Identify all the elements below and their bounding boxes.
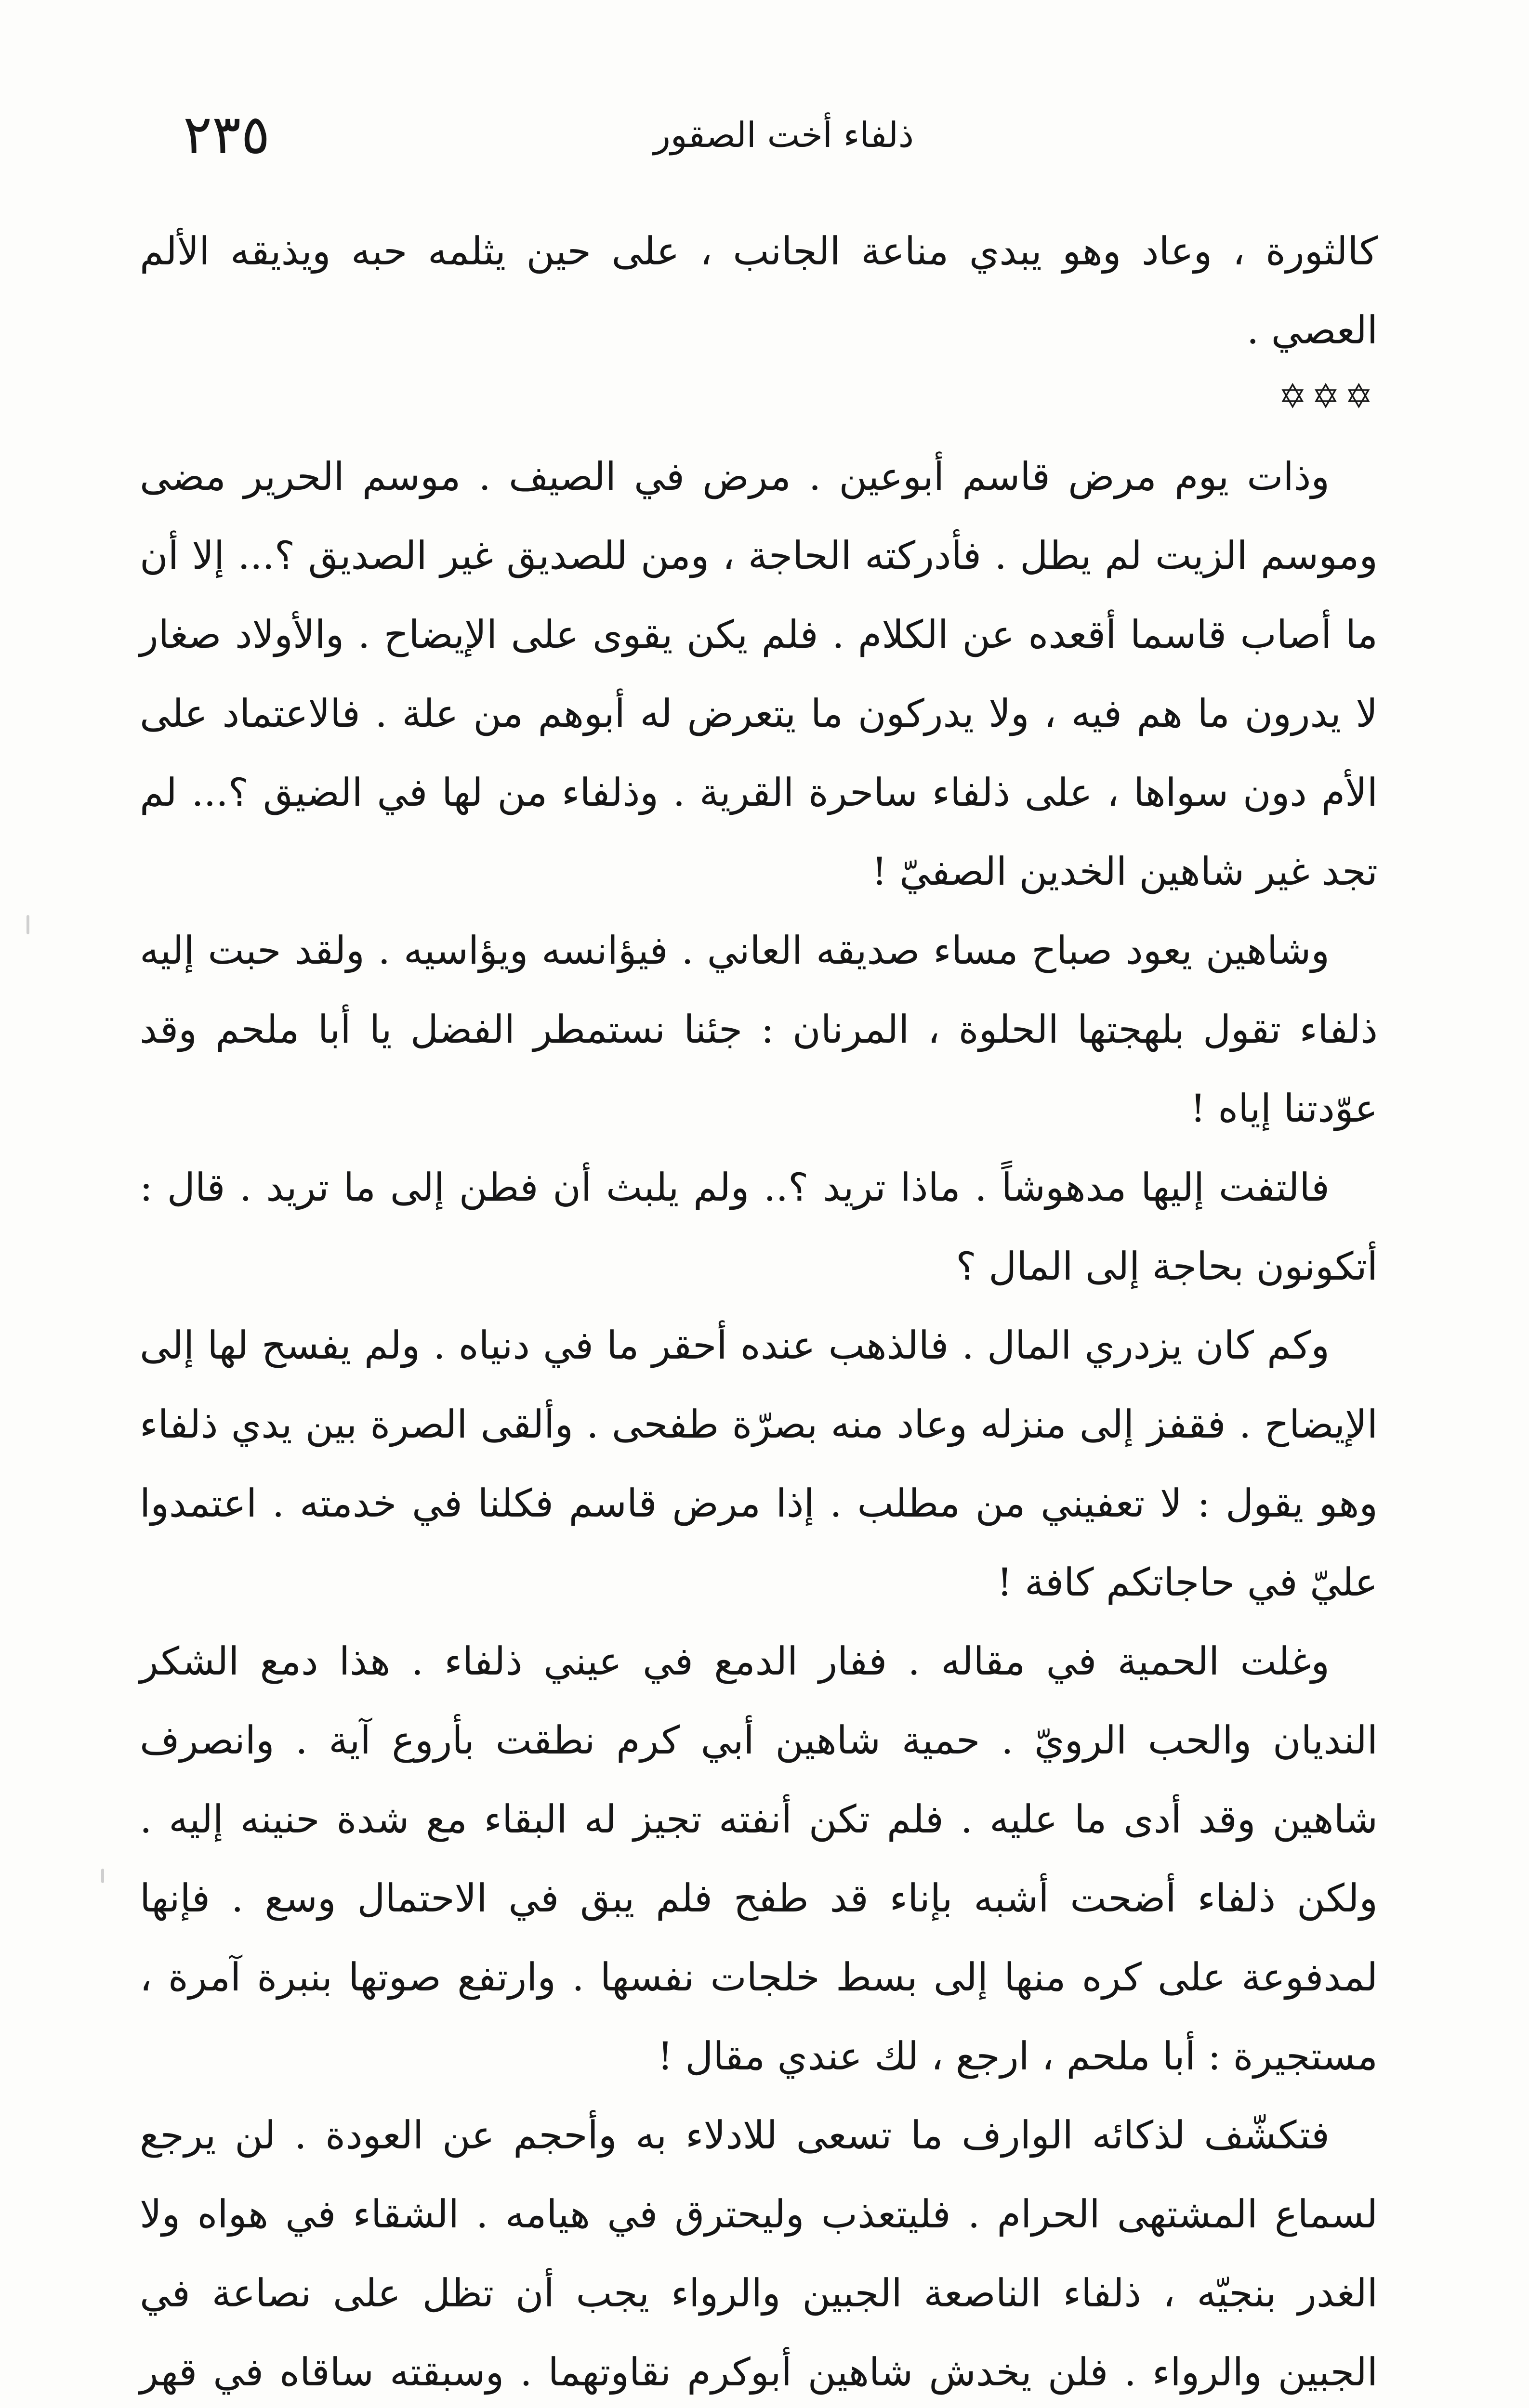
paragraph: فتكشّف لذكائه الوارف ما تسعى للادلاء به وأحجم عن العودة . لن يرجع لسماع المشتهى الحرام . فليتعذب وليحترق في هيامه . الشقاء في هواه ولا الغدر بنجيّه ، ذلفاء الناصعة الجبين والرواء يجب أن تظل على نصاعة في الجبين والرواء . فلن يخدش شاهين أبوكرم نقاوتهما . وسبقته ساقاه في قهر bbox=[140, 2113, 1378, 2395]
paragraph: فالتفت إليها مدهوشاً . ماذا تريد ؟.. ولم يلبث أن فطن إلى ما تريد . قال : أتكونون بحاجة إلى المال ؟ bbox=[140, 1165, 1378, 1289]
page-number: ٢٣٥ bbox=[183, 104, 270, 166]
paragraph: وذات يوم مرض قاسم أبوعين . مرض في الصيف . موسم الحرير مضى وموسم الزيت لم يطل . فأدركته الحاجة ، ومن للصديق غير الصديق ؟... إلا أن ما أصاب قاسما أقعده عن الكلام . فلم يكن يقوى على الإيضاح . والأولاد صغار لا يدرون ما هم فيه ، ولا يدركون ما يتعرض له أبوهم من علة . فالاعتماد على الأم دون سواها ، على ذلفاء ساحرة القرية . وذلفاء من لها في الضيق ؟... لم تجد غير شاهين الخدين الصفيّ ! bbox=[140, 454, 1378, 894]
section-separator-stars: ✡✡✡ bbox=[1279, 377, 1378, 416]
running-title: ذلفاء أخت الصقور bbox=[654, 115, 914, 155]
paragraph: وكم كان يزدري المال . فالذهب عنده أحقر ما في دنياه . ولم يفسح لها إلى الإيضاح . فقفز إلى منزله وعاد منه بصرّة طفحى . وألقى الصرة بين يدي ذلفاء وهو يقول : لا تعفيني من مطلب . إذا مرض قاسم فكلنا في خدمته . اعتمدوا عليّ في حاجاتكم كافة ! bbox=[140, 1323, 1378, 1605]
body-text bbox=[140, 212, 1378, 2408]
scan-speck bbox=[101, 1869, 104, 1883]
paragraph: وشاهين يعود صباح مساء صديقه العاني . فيؤانسه ويؤاسيه . ولقد حبت إليه ذلفاء تقول بلهجتها الحلوة ، المرنان : جئنا نستمطر الفضل يا أبا ملحم وقد عوّدتنا إياه ! bbox=[140, 928, 1378, 1131]
scan-speck bbox=[26, 915, 29, 934]
paragraph: وغلت الحمية في مقاله . ففار الدمع في عيني ذلفاء . هذا دمع الشكر النديان والحب الرويّ . حمية شاهين أبي كرم نطقت بأروع آية . وانصرف شاهين وقد أدى ما عليه . فلم تكن أنفته تجيز له البقاء مع شدة حنينه إليه . ولكن ذلفاء أضحت أشبه بإناء قد طفح فلم يبق في الاحتمال وسع . فإنها لمدفوعة على كره منها إلى بسط خلجات نفسها . وارتفع صوتها بنبرة آمرة ، مستجيرة : أبا ملحم ، ارجع ، لك عندي مقال ! bbox=[140, 1639, 1378, 2079]
page-header bbox=[183, 101, 1384, 169]
paragraph: كالثورة ، وعاد وهو يبدي مناعة الجانب ، على حين يثلمه حبه ويذيقه الألم العصي . bbox=[140, 229, 1378, 353]
